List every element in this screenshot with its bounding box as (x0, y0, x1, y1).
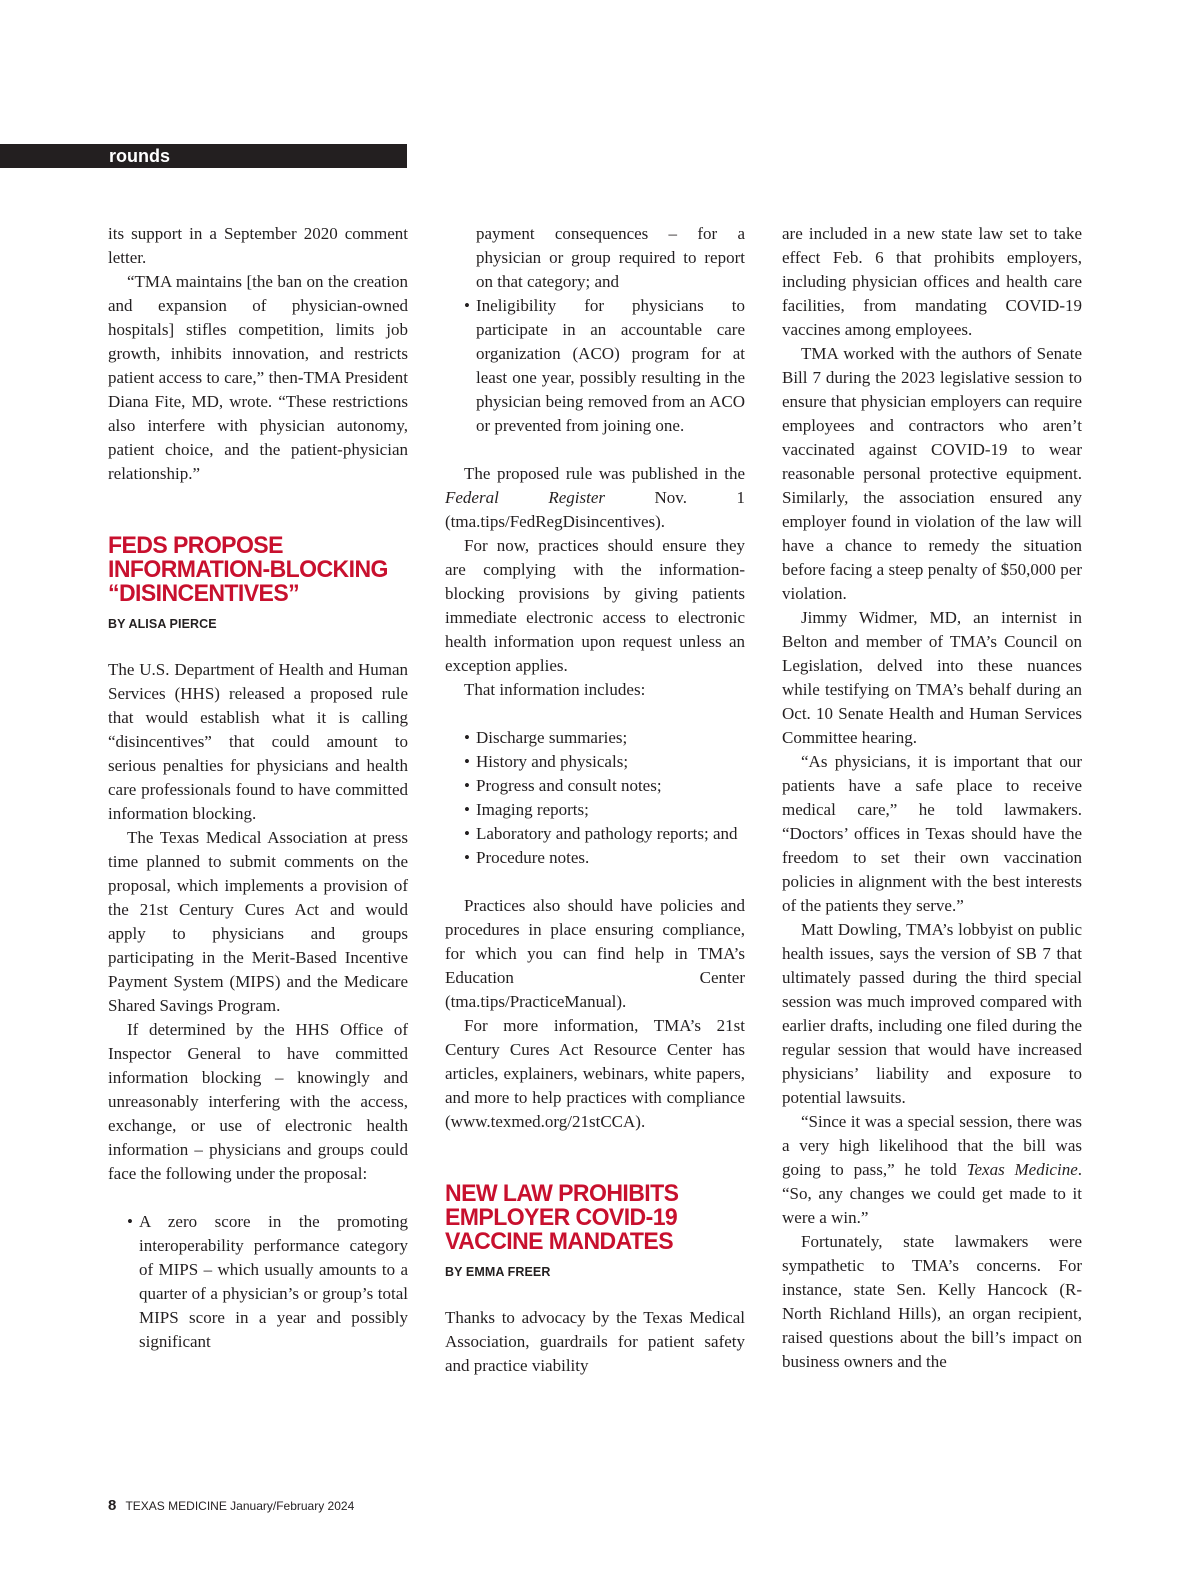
paragraph: The Texas Medical Association at press time planned to submit comments on the proposal, which implements a provision of the 21st Century Cures Act and would apply to physicians and groups participating in the Merit-Based Incentive Payment System (MIPS) and the Medicare Shared Savings Program. (108, 828, 408, 1015)
list-item: • A zero score in the promoting interoperability performance category of MIPS – which usually amounts to a quarter of a physician’s or group’s total MIPS score in a year and possibly significant (108, 1210, 408, 1354)
publication-title: Texas Medicine (966, 1160, 1078, 1179)
text-run: “Since it was a special session, there was a very high likelihood that the bill was going to pass,” he told (782, 1112, 1082, 1179)
section-banner (0, 144, 407, 168)
text-run: . “So, any changes we could get made to it were a win.” (782, 1160, 1082, 1227)
list-item: • Imaging reports; (445, 798, 745, 822)
list-item: • Procedure notes. (445, 846, 745, 870)
paragraph: “As physicians, it is important that our patients have a safe place to receive medical care,” he told lawmakers. “Doctors’ offices in Texas should have the freedom to set their own vaccination policies in alignment with the best interests of the patients they serve.” (782, 752, 1082, 915)
list-item: • History and physicals; (445, 750, 745, 774)
page-footer (108, 1497, 354, 1514)
publication-title: Federal Register (445, 488, 605, 507)
information-list (445, 726, 745, 870)
paragraph: Jimmy Widmer, MD, an internist in Belton and member of TMA’s Council on Legislation, delved into these nuances while testifying on TMA’s behalf during an Oct. 10 Senate Health and Human Services Committee hearing. (782, 608, 1082, 747)
paragraph: its support in a September 2020 comment letter. (108, 224, 408, 267)
paragraph: For now, practices should ensure they are complying with the information-blocking provisions by giving patients immediate electronic access to electronic health information upon request unless an exception applies. (445, 536, 745, 675)
paragraph: If determined by the HHS Office of Inspector General to have committed information blocking – knowingly and unreasonably interfering with the access, exchange, or use of electronic health information – physicians and groups could face the following under the proposal: (108, 1020, 408, 1183)
paragraph (445, 462, 745, 534)
penalty-list-continued (445, 294, 745, 438)
paragraph: “TMA maintains [the ban on the creation and expansion of physician-owned hospitals] stifles competition, limits job growth, inhibits innovation, and restricts patient access to care,” then-TMA President Diana Fite, MD, wrote. “These restrictions also interfere with physician autonomy, patient choice, and the patient-physician relationship.” (108, 272, 408, 483)
paragraph: TMA worked with the authors of Senate Bill 7 during the 2023 legislative session to ensure that physician employers can require employees and contractors who aren’t vaccinated against COVID-19 to wear reasonable personal protective equipment. Similarly, the association ensured any employer found in violation of the law will have a chance to remedy the situation before facing a steep penalty of $50,000 per violation. (782, 344, 1082, 603)
paragraph (782, 1110, 1082, 1230)
section-label: rounds (109, 146, 170, 166)
paragraph: The U.S. Department of Health and Human Services (HHS) released a proposed rule that would establish what it is calling “disincentives” that could amount to serious penalties for physicians and health care professionals found to have committed information blocking. (108, 660, 408, 823)
column-3 (782, 222, 1082, 1374)
article-heading-new-law: NEW LAW PROHIBITS EMPLOYER COVID-19 VACCINE MANDATES (445, 1180, 679, 1255)
paragraph: Matt Dowling, TMA’s lobbyist on public health issues, says the version of SB 7 that ultimately passed during the third special session was much improved compared with earlier drafts, including one filed during the regular session that would have increased physicians’ liability and exposure to potential lawsuits. (782, 920, 1082, 1107)
penalty-list (108, 1210, 408, 1354)
paragraph: That information includes: (464, 680, 646, 699)
list-item: • Progress and consult notes; (445, 774, 745, 798)
column-2 (445, 222, 745, 1378)
column-1 (108, 222, 408, 1354)
list-item: • Discharge summaries; (445, 726, 745, 750)
byline-alisa-pierce: BY ALISA PIERCE (108, 617, 217, 631)
text-run: The proposed rule was published in the (464, 464, 745, 483)
issue-date: January/February 2024 (230, 1499, 355, 1513)
list-item-continuation: payment consequences – for a physician or group required to report on that category; and (476, 224, 745, 291)
list-item: • Ineligibility for physicians to participate in an accountable care organization (ACO) program for at least one year, possibly resulting in the physician being removed from an ACO or prevented from joining one. (445, 294, 745, 438)
page-number: 8 (108, 1497, 117, 1514)
paragraph: For more information, TMA’s 21st Century Cures Act Resource Center has articles, explainers, webinars, white papers, and more to help practices with compliance (www.texmed.org/21stCCA). (445, 1016, 745, 1131)
paragraph: Fortunately, state lawmakers were sympathetic to TMA’s concerns. For instance, state Sen. Kelly Hancock (R-North Richland Hills), an organ recipient, raised questions about the bill’s impact on business owners and the (782, 1232, 1082, 1371)
list-item: • Laboratory and pathology reports; and (445, 822, 745, 846)
paragraph: are included in a new state law set to take effect Feb. 6 that prohibits employers, including physician offices and health care facilities, from mandating COVID-19 vaccines among employees. (782, 224, 1082, 339)
paragraph: Practices also should have policies and procedures in place ensuring compliance, for which you can find help in TMA’s Education Center (tma.tips/PracticeManual). (445, 896, 745, 1011)
publication-name: TEXAS MEDICINE (125, 1499, 227, 1513)
byline-emma-freer: BY EMMA FREER (445, 1265, 551, 1279)
paragraph: Thanks to advocacy by the Texas Medical Association, guardrails for patient safety and practice viability (445, 1308, 745, 1375)
article-heading-feds: FEDS PROPOSE INFORMATION-BLOCKING “DISINCENTIVES” (108, 532, 388, 607)
text-run: Nov. 1 (tma.tips/FedRegDisincentives). (445, 488, 745, 531)
